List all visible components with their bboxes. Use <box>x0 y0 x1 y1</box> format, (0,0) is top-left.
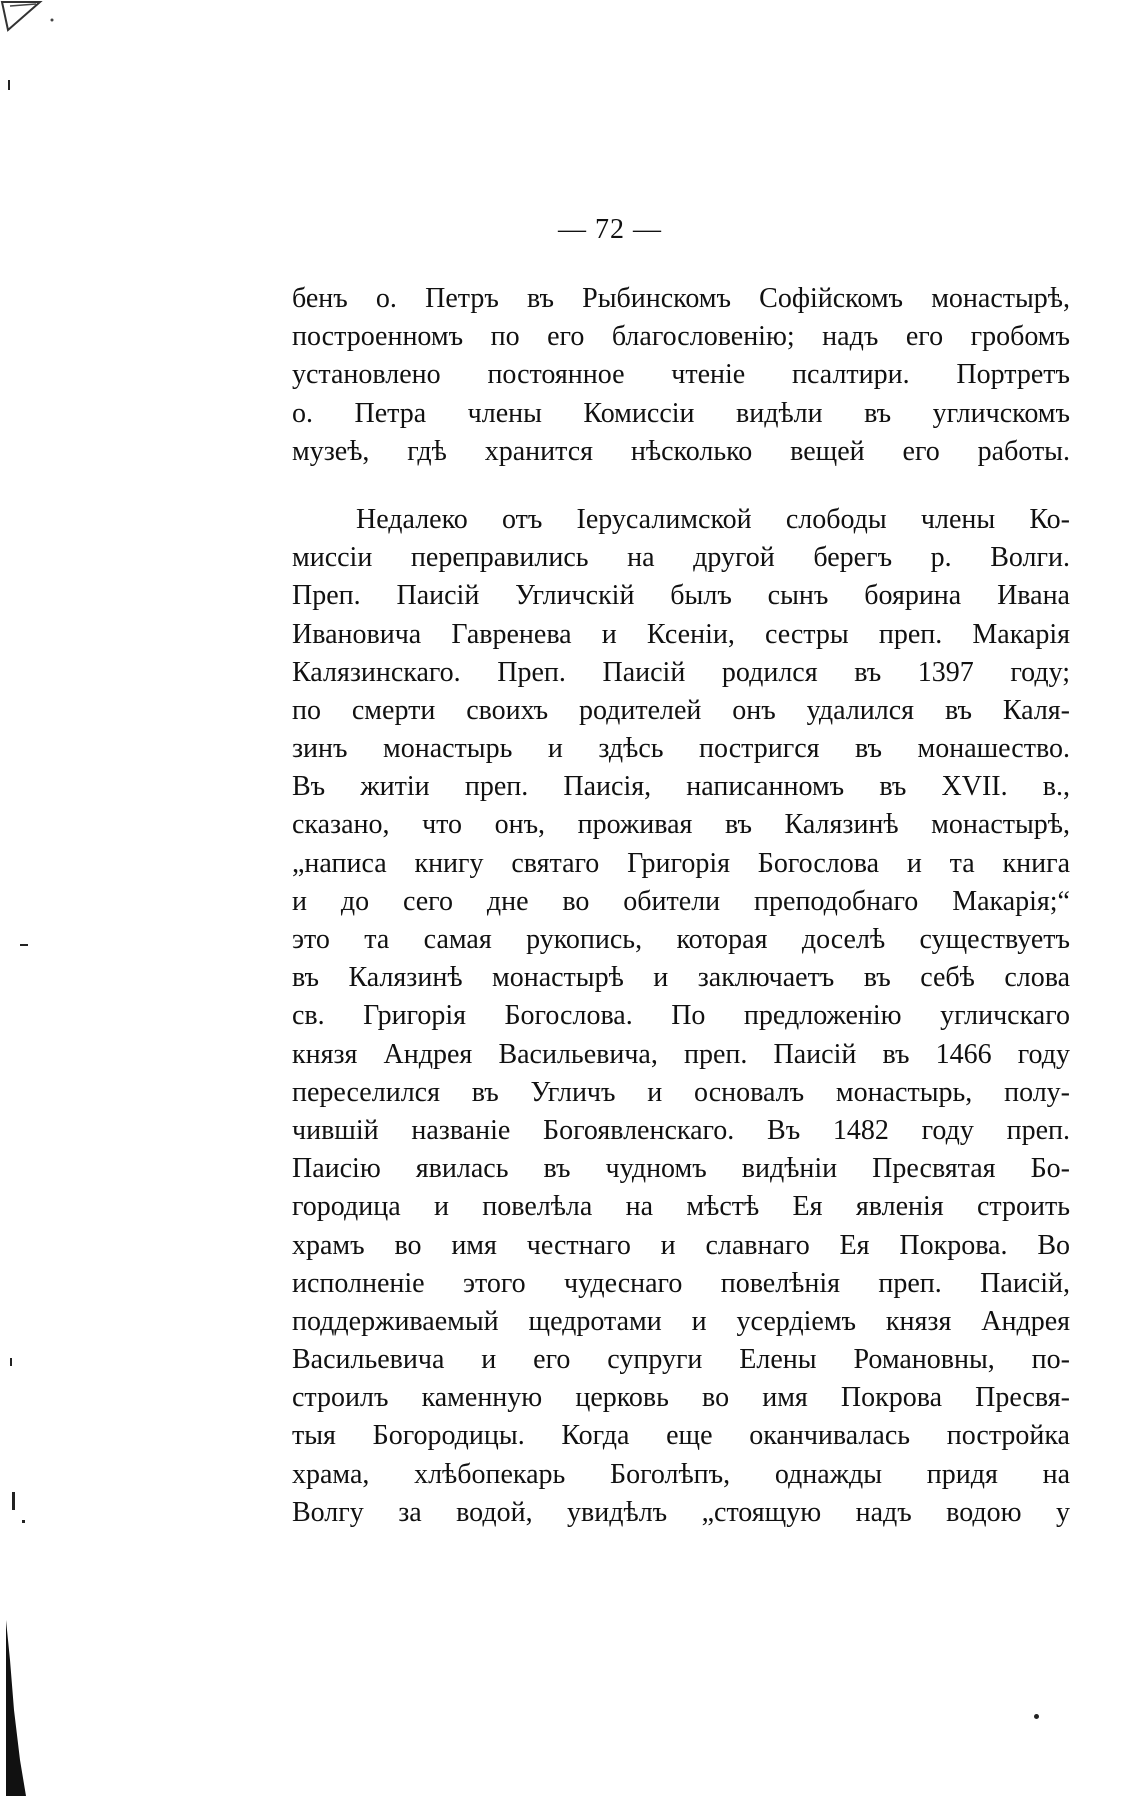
scan-speck <box>8 80 10 90</box>
scan-corner-mark <box>0 0 60 40</box>
scan-spine-shadow <box>4 1620 28 1796</box>
text-line: Въ житіи преп. Паисія, написанномъ въ XVII. в., <box>292 771 1070 803</box>
paragraph-1 <box>292 280 1070 471</box>
text-line: поддерживаемый щедротами и усердіемъ князя Андрея <box>292 1305 1070 1337</box>
scan-speck <box>12 1492 15 1510</box>
text-line: Паисію явилась въ чудномъ видѣніи Пресвятая Бо- <box>292 1153 1070 1185</box>
text-line: „написа книгу святаго Григорія Богослова и та книга <box>292 847 1070 879</box>
text-line: по смерти своихъ родителей онъ удалился въ Каля- <box>292 694 1070 726</box>
text-line: св. Григорія Богослова. По предложенію угличскаго <box>292 1000 1070 1032</box>
text-line: о. Петра члены Комиссіи видѣли въ угличскомъ <box>292 397 1070 429</box>
body-text <box>292 280 1070 1532</box>
text-line: храма, хлѣбопекарь Боголѣпъ, однажды придя на <box>292 1458 1070 1490</box>
text-line: городица и повелѣла на мѣстѣ Ея явленія строить <box>292 1191 1070 1223</box>
paragraph-2 <box>292 501 1070 1532</box>
text-line: зинъ монастырь и здѣсь постригся въ монашество. <box>292 733 1070 765</box>
text-line: Преп. Паисій Угличскій былъ сынъ боярина Ивана <box>292 580 1070 612</box>
text-line: Ивановича Гавренева и Ксеніи, сестры преп. Макарія <box>292 618 1070 650</box>
text-line: музеѣ, гдѣ хранится нѣсколько вещей его работы. <box>292 435 1070 467</box>
scan-speck <box>1034 1714 1039 1719</box>
scan-speck <box>10 1358 12 1366</box>
text-line: князя Андрея Васильевича, преп. Паисій въ 1466 году <box>292 1038 1070 1070</box>
text-line: и до сего дне во обители преподобнаго Макарія;“ <box>292 885 1070 917</box>
text-line: это та самая рукопись, которая доселѣ существуетъ <box>292 924 1070 955</box>
text-line: установлено постоянное чтеніе псалтири. Портретъ <box>292 359 1070 391</box>
paragraph-spacer <box>292 471 1070 501</box>
text-line: тыя Богородицы. Когда еще оканчивалась постройка <box>292 1420 1070 1452</box>
text-line: строилъ каменную церковь во имя Покрова Пресвя- <box>292 1382 1070 1414</box>
text-line: сказано, что онъ, проживая въ Калязинѣ монастырѣ, <box>292 809 1070 841</box>
text-line: Волгу за водой, увидѣлъ „стоящую надъ водою у <box>292 1496 1070 1528</box>
page-number: — 72 — <box>558 214 662 245</box>
scan-speck <box>20 944 28 946</box>
scan-speck <box>22 1520 25 1523</box>
text-line: храмъ во имя честнаго и славнаго Ея Покрова. Во <box>292 1229 1070 1261</box>
text-line: бенъ о. Петръ въ Рыбинскомъ Софійскомъ монастырѣ, <box>292 283 1070 314</box>
text-line: въ Калязинѣ монастырѣ и заключаетъ въ себѣ слова <box>292 962 1070 994</box>
text-line: построенномъ по его благословенію; надъ его гробомъ <box>292 321 1070 353</box>
text-line: миссіи переправились на другой берегъ р. Волги. <box>292 542 1070 574</box>
text-line: переселился въ Угличъ и основалъ монастырь, полу- <box>292 1076 1070 1108</box>
text-line: чившій названіе Богоявленскаго. Въ 1482 году преп. <box>292 1114 1070 1146</box>
text-line: исполненіе этого чудеснаго повелѣнія преп. Паисій, <box>292 1267 1070 1299</box>
text-line: Недалеко отъ Іерусалимской слободы члены Ко- <box>356 503 1070 535</box>
text-line: Васильевича и его супруги Елены Романовны, по- <box>292 1344 1070 1376</box>
text-line: Калязинскаго. Преп. Паисій родился въ 1397 году; <box>292 656 1070 688</box>
